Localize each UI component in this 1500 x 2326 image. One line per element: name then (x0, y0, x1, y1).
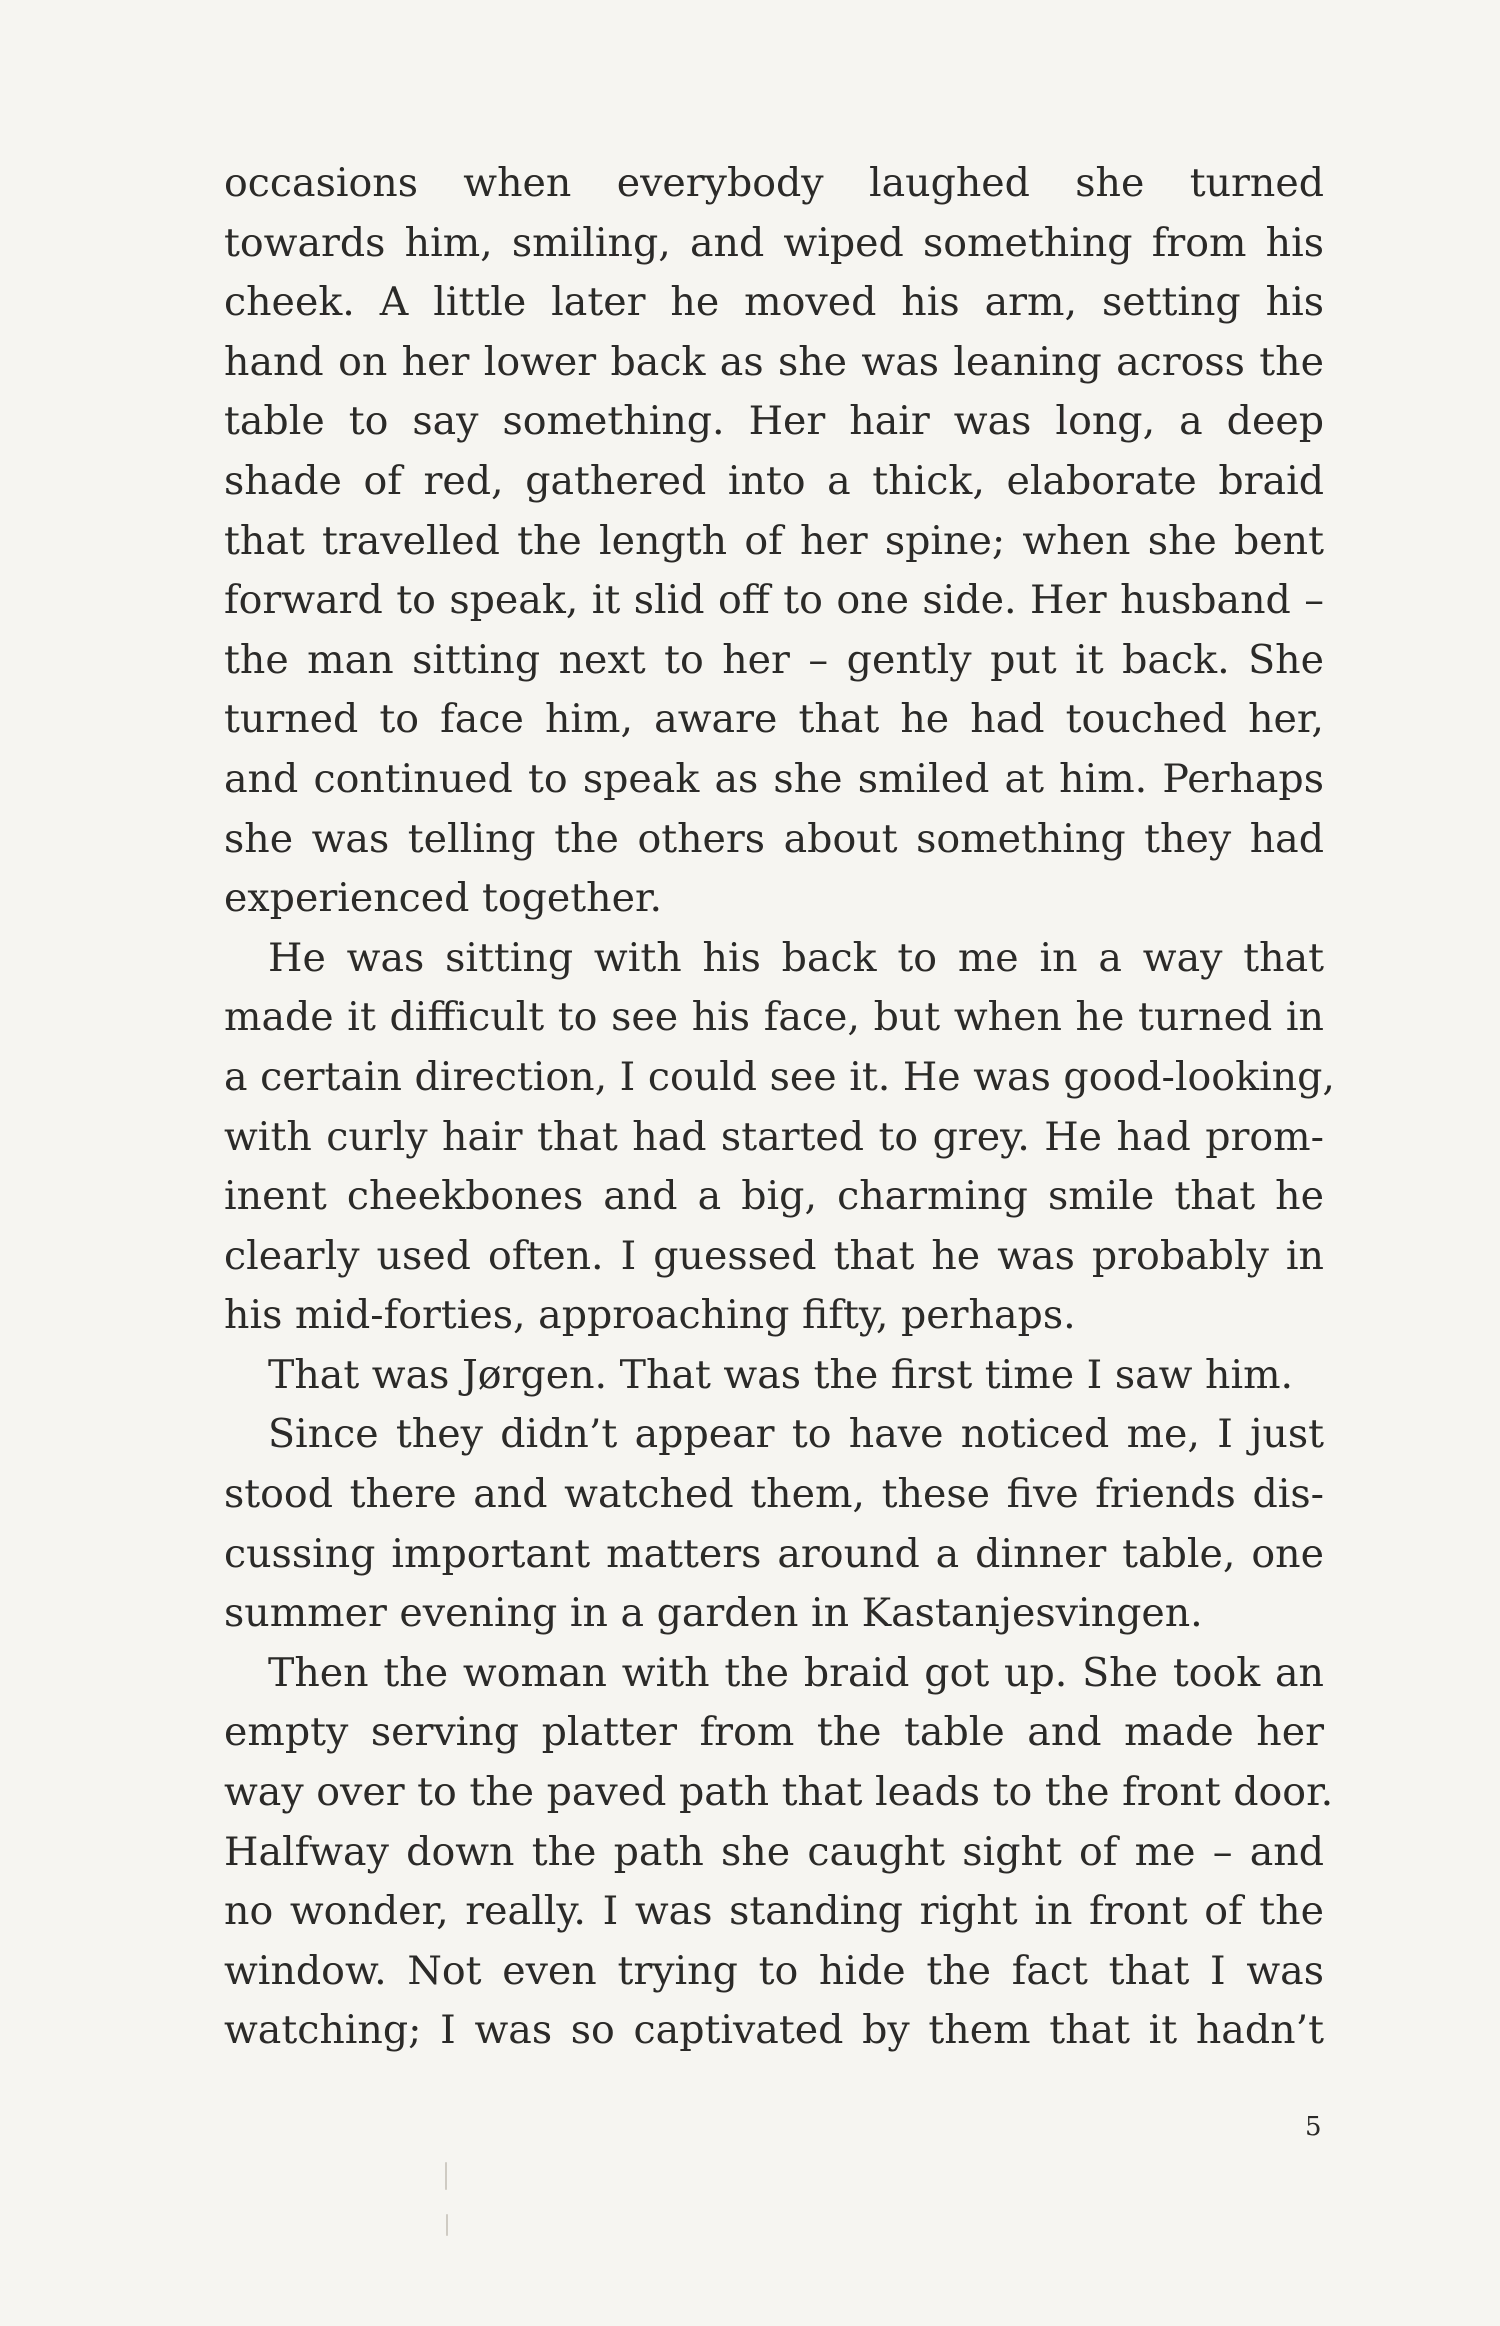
paragraph-first-line: Then the woman with the braid got up. She took an (268, 1649, 1324, 1696)
paragraph-first-line: He was sitting with his back to me in a way that (268, 934, 1324, 981)
text-line: no wonder, really. I was standing right in front of the (224, 1888, 1324, 1935)
text-line: watching; I was so captivated by them that it hadn’t (224, 2007, 1324, 2054)
text-line: clearly used often. I guessed that he was probably in (224, 1232, 1324, 1279)
paragraph-first-line: That was Jørgen. That was the first time I saw him. (268, 1351, 1294, 1398)
text-line: inent cheekbones and a big, charming smile that he (224, 1173, 1324, 1220)
body-text (224, 154, 1335, 2061)
text-line: his mid-forties, approaching fifty, perhaps. (224, 1292, 1076, 1339)
text-line: a certain direction, I could see it. He was good-looking, (224, 1053, 1335, 1100)
paper-mark (445, 2162, 447, 2190)
text-line: she was telling the others about something they had (224, 815, 1324, 862)
text-line: way over to the paved path that leads to the front door. (224, 1769, 1334, 1816)
paper-mark (446, 2214, 448, 2236)
text-line: made it difficult to see his face, but when he turned in (224, 994, 1324, 1041)
text-line: shade of red, gathered into a thick, elaborate braid (224, 457, 1324, 504)
paragraph-first-line: Since they didn’t appear to have noticed me, I just (268, 1411, 1324, 1458)
text-line: towards him, smiling, and wiped something from his (224, 219, 1324, 266)
text-line: stood there and watched them, these five friends dis- (224, 1471, 1324, 1518)
page-number: 5 (1305, 2112, 1322, 2142)
text-line: the man sitting next to her – gently put it back. She (224, 636, 1324, 683)
text-line: table to say something. Her hair was long, a deep (224, 398, 1324, 445)
text-line: with curly hair that had started to grey. He had prom- (224, 1113, 1324, 1160)
text-line: occasions when everybody laughed she turned (224, 160, 1324, 206)
text-line: Halfway down the path she caught sight of me – and (224, 1828, 1324, 1875)
text-line: summer evening in a garden in Kastanjesvingen. (224, 1590, 1203, 1637)
text-line: empty serving platter from the table and made her (224, 1709, 1324, 1756)
text-line: experienced together. (224, 875, 663, 922)
text-line: that travelled the length of her spine; when she bent (224, 517, 1324, 564)
text-line: cussing important matters around a dinner table, one (224, 1530, 1324, 1577)
text-line: hand on her lower back as she was leaning across the (224, 338, 1324, 385)
text-line: and continued to speak as she smiled at him. Perhaps (224, 755, 1324, 802)
text-line: forward to speak, it slid off to one side. Her husband – (224, 577, 1324, 624)
text-line: turned to face him, aware that he had touched her, (224, 696, 1324, 743)
text-line: window. Not even trying to hide the fact that I was (224, 1947, 1324, 1994)
text-line: cheek. A little later he moved his arm, setting his (224, 279, 1324, 326)
